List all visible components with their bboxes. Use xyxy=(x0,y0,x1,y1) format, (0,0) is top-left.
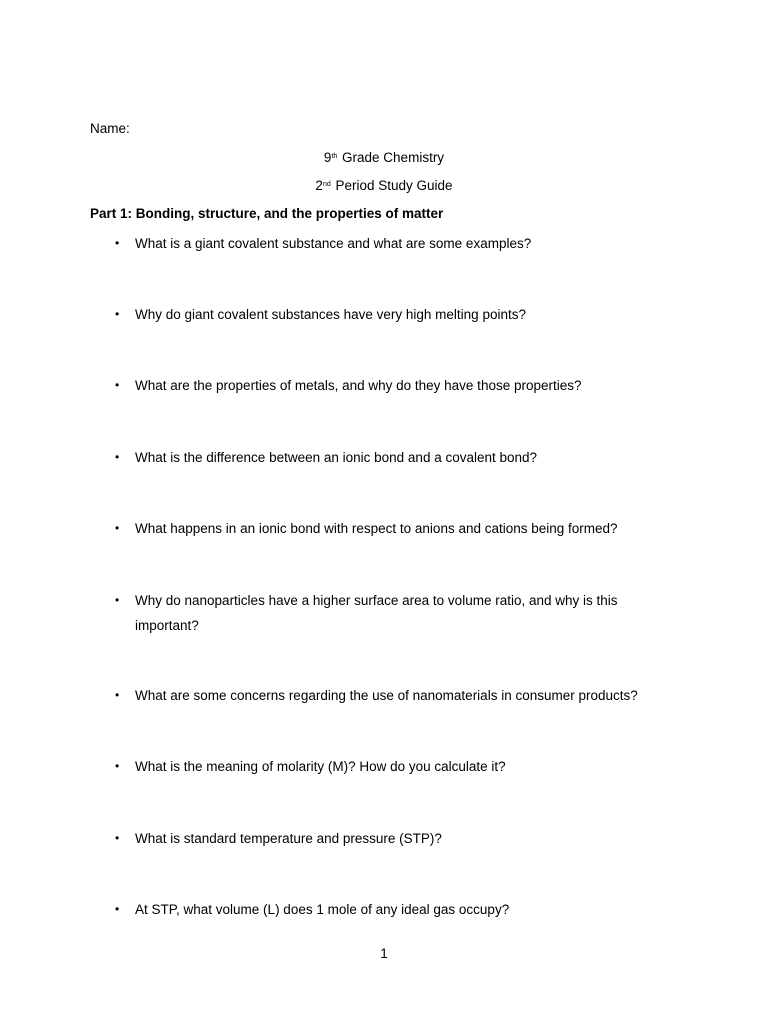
course-name: Grade Chemistry xyxy=(338,150,445,165)
question-text: At STP, what volume (L) does 1 mole of any ideal gas occupy? xyxy=(135,902,510,917)
bullet-icon: • xyxy=(115,450,120,464)
document-title-guide xyxy=(0,178,768,194)
grade-number: 9 xyxy=(323,150,332,165)
grade-suffix: th xyxy=(331,153,338,160)
question-text: Why do nanoparticles have a higher surface area to volume ratio, and why is this important? xyxy=(135,593,618,633)
period-suffix: nd xyxy=(322,181,331,188)
question-text: What happens in an ionic bond with respect to anions and cations being formed? xyxy=(135,521,618,536)
bullet-icon: • xyxy=(115,688,120,702)
question-text: What is standard temperature and pressure (STP)? xyxy=(135,831,442,846)
page-number: 1 xyxy=(380,946,388,961)
bullet-icon: • xyxy=(115,307,120,321)
question-text: What is a giant covalent substance and what are some examples? xyxy=(135,236,532,251)
bullet-icon: • xyxy=(115,831,120,845)
bullet-icon: • xyxy=(115,521,120,535)
question-text: Why do giant covalent substances have very high melting points? xyxy=(135,307,526,322)
question-text: What is the difference between an ionic bond and a covalent bond? xyxy=(135,450,538,465)
guide-name: Period Study Guide xyxy=(331,178,453,193)
bullet-icon: • xyxy=(115,593,120,607)
bullet-icon: • xyxy=(115,902,120,916)
document-title-course xyxy=(0,150,768,166)
question-text: What is the meaning of molarity (M)? How do you calculate it? xyxy=(135,759,506,774)
part-heading: Part 1: Bonding, structure, and the properties of matter xyxy=(90,206,444,221)
question-text: What are the properties of metals, and why do they have those properties? xyxy=(135,378,582,393)
bullet-icon: • xyxy=(115,759,120,773)
period-number: 2 xyxy=(315,178,323,193)
bullet-icon: • xyxy=(115,236,120,250)
question-text: What are some concerns regarding the use of nanomaterials in consumer products? xyxy=(135,688,638,703)
bullet-icon: • xyxy=(115,378,120,392)
name-label: Name: xyxy=(90,121,130,136)
